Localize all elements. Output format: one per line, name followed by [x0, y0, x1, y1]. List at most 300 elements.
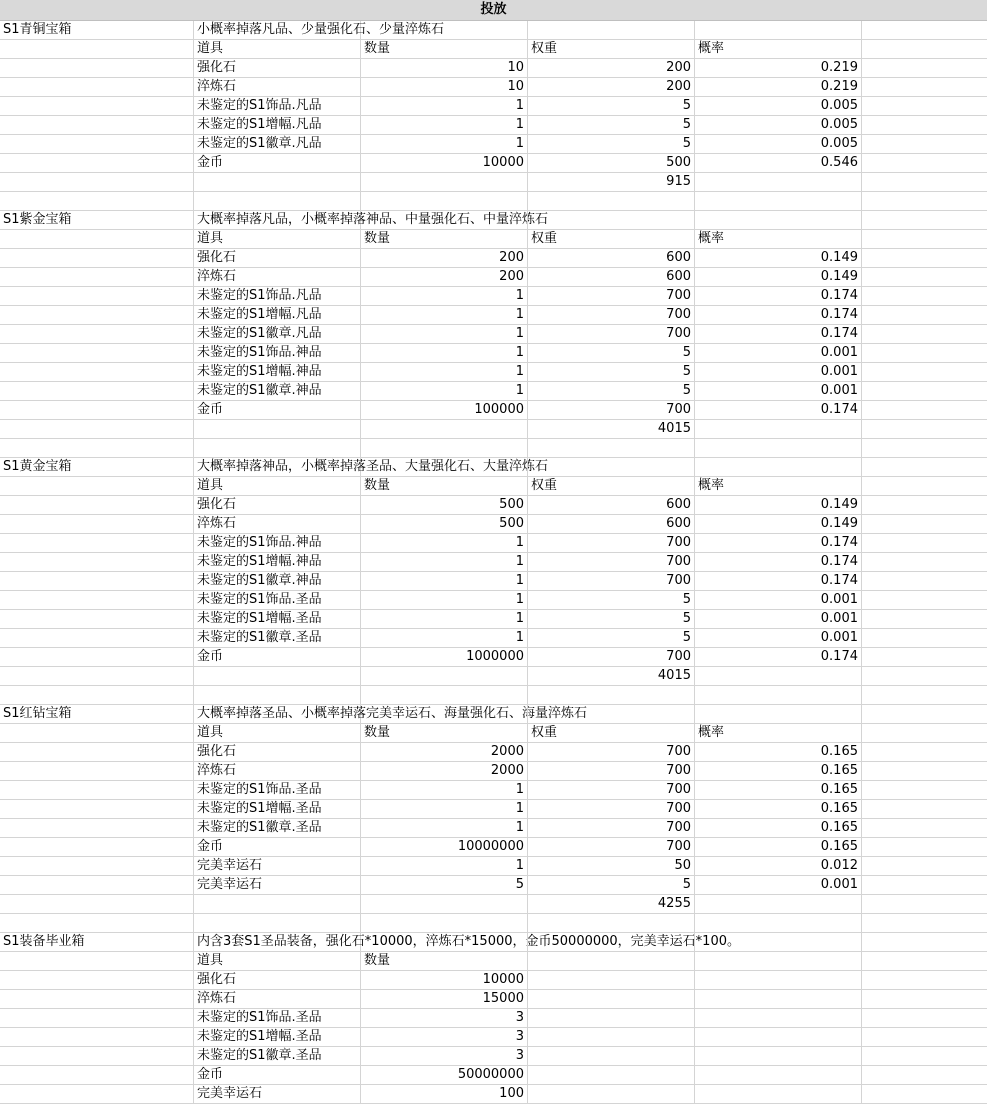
table-cell[interactable]: [0, 743, 194, 761]
table-cell[interactable]: [862, 800, 987, 818]
table-cell[interactable]: [695, 1047, 862, 1065]
box-name-cell[interactable]: S1装备毕业箱: [0, 933, 194, 951]
table-cell[interactable]: [0, 534, 194, 552]
table-cell[interactable]: [0, 1066, 194, 1084]
qty-cell[interactable]: 50000000: [361, 1066, 528, 1084]
table-cell[interactable]: [0, 135, 194, 153]
table-cell[interactable]: [0, 667, 194, 685]
table-cell[interactable]: [0, 249, 194, 267]
table-cell[interactable]: [862, 439, 987, 457]
prob-cell[interactable]: 0.005: [695, 116, 862, 134]
table-cell[interactable]: [361, 705, 528, 723]
table-cell[interactable]: [0, 78, 194, 96]
item-cell[interactable]: 未鉴定的S1徽章.圣品: [194, 1047, 361, 1065]
item-cell[interactable]: 未鉴定的S1徽章.凡品: [194, 325, 361, 343]
item-cell[interactable]: 未鉴定的S1增幅.圣品: [194, 800, 361, 818]
table-cell[interactable]: [862, 40, 987, 58]
header-prob-cell[interactable]: 概率: [695, 40, 862, 58]
table-cell[interactable]: [0, 420, 194, 438]
qty-cell[interactable]: 3: [361, 1047, 528, 1065]
table-cell[interactable]: [695, 439, 862, 457]
item-cell[interactable]: 未鉴定的S1徽章.神品: [194, 382, 361, 400]
prob-cell[interactable]: 0.174: [695, 325, 862, 343]
table-cell[interactable]: [0, 40, 194, 58]
qty-cell[interactable]: 1: [361, 344, 528, 362]
header-weight-cell[interactable]: 权重: [528, 40, 695, 58]
table-cell[interactable]: [0, 306, 194, 324]
table-cell[interactable]: [528, 21, 695, 39]
table-cell[interactable]: [695, 686, 862, 704]
item-cell[interactable]: 未鉴定的S1饰品.神品: [194, 534, 361, 552]
box-name-cell[interactable]: S1黄金宝箱: [0, 458, 194, 476]
table-cell[interactable]: [0, 192, 194, 210]
weight-cell[interactable]: 600: [528, 496, 695, 514]
table-cell[interactable]: [0, 230, 194, 248]
table-cell[interactable]: [862, 743, 987, 761]
qty-cell[interactable]: 1: [361, 382, 528, 400]
prob-cell[interactable]: 0.174: [695, 534, 862, 552]
qty-cell[interactable]: 500: [361, 496, 528, 514]
table-cell[interactable]: [0, 439, 194, 457]
table-cell[interactable]: [862, 971, 987, 989]
item-cell[interactable]: 淬炼石: [194, 515, 361, 533]
prob-cell[interactable]: 0.005: [695, 135, 862, 153]
table-cell[interactable]: [0, 1009, 194, 1027]
table-cell[interactable]: [862, 762, 987, 780]
weight-cell[interactable]: 700: [528, 800, 695, 818]
table-cell[interactable]: [0, 952, 194, 970]
qty-cell[interactable]: 3: [361, 1028, 528, 1046]
table-cell[interactable]: [695, 173, 862, 191]
table-cell[interactable]: [0, 401, 194, 419]
table-cell[interactable]: [528, 952, 695, 970]
header-prob-cell[interactable]: 概率: [695, 477, 862, 495]
item-cell[interactable]: 未鉴定的S1饰品.圣品: [194, 781, 361, 799]
table-cell[interactable]: [361, 686, 528, 704]
qty-cell[interactable]: 15000: [361, 990, 528, 1008]
table-cell[interactable]: [0, 287, 194, 305]
prob-cell[interactable]: 0.174: [695, 572, 862, 590]
table-cell[interactable]: [862, 933, 987, 951]
table-cell[interactable]: [862, 344, 987, 362]
sheet-title[interactable]: 投放: [0, 0, 987, 21]
prob-cell[interactable]: 0.165: [695, 800, 862, 818]
table-cell[interactable]: [862, 192, 987, 210]
table-cell[interactable]: [695, 1066, 862, 1084]
table-cell[interactable]: [528, 914, 695, 932]
prob-cell[interactable]: 0.001: [695, 344, 862, 362]
table-cell[interactable]: [528, 933, 695, 951]
table-cell[interactable]: [0, 173, 194, 191]
table-cell[interactable]: [862, 211, 987, 229]
header-qty-cell[interactable]: 数量: [361, 724, 528, 742]
weight-cell[interactable]: 5: [528, 344, 695, 362]
table-cell[interactable]: [0, 382, 194, 400]
weight-cell[interactable]: 700: [528, 781, 695, 799]
prob-cell[interactable]: 0.001: [695, 591, 862, 609]
table-cell[interactable]: [695, 1028, 862, 1046]
item-cell[interactable]: 未鉴定的S1饰品.凡品: [194, 287, 361, 305]
table-cell[interactable]: [0, 591, 194, 609]
prob-cell[interactable]: 0.001: [695, 382, 862, 400]
table-cell[interactable]: [528, 211, 695, 229]
table-cell[interactable]: [695, 21, 862, 39]
qty-cell[interactable]: 500: [361, 515, 528, 533]
prob-cell[interactable]: 0.149: [695, 268, 862, 286]
table-cell[interactable]: [862, 724, 987, 742]
table-cell[interactable]: [528, 1066, 695, 1084]
table-cell[interactable]: [0, 971, 194, 989]
table-cell[interactable]: [0, 781, 194, 799]
table-cell[interactable]: [862, 21, 987, 39]
qty-cell[interactable]: 5: [361, 876, 528, 894]
table-cell[interactable]: [695, 211, 862, 229]
table-cell[interactable]: [528, 971, 695, 989]
table-cell[interactable]: [862, 287, 987, 305]
table-cell[interactable]: [0, 686, 194, 704]
table-cell[interactable]: [528, 1085, 695, 1103]
table-cell[interactable]: [862, 116, 987, 134]
box-description-cell[interactable]: 大概率掉落神品，小概率掉落圣品、大量强化石、大量淬炼石: [194, 458, 361, 476]
item-cell[interactable]: 未鉴定的S1增幅.神品: [194, 553, 361, 571]
header-prob-cell[interactable]: 概率: [695, 724, 862, 742]
item-cell[interactable]: 金币: [194, 838, 361, 856]
table-cell[interactable]: [361, 914, 528, 932]
table-cell[interactable]: [0, 154, 194, 172]
weight-cell[interactable]: 700: [528, 762, 695, 780]
qty-cell[interactable]: 10000: [361, 154, 528, 172]
table-cell[interactable]: [528, 192, 695, 210]
table-cell[interactable]: [862, 876, 987, 894]
header-item-cell[interactable]: 道具: [194, 724, 361, 742]
header-qty-cell[interactable]: 数量: [361, 230, 528, 248]
item-cell[interactable]: 未鉴定的S1徽章.圣品: [194, 819, 361, 837]
qty-cell[interactable]: 1: [361, 800, 528, 818]
qty-cell[interactable]: 1: [361, 325, 528, 343]
item-cell[interactable]: 未鉴定的S1饰品.凡品: [194, 97, 361, 115]
table-cell[interactable]: [0, 496, 194, 514]
table-cell[interactable]: [862, 97, 987, 115]
item-cell[interactable]: 完美幸运石: [194, 1085, 361, 1103]
table-cell[interactable]: [0, 97, 194, 115]
table-cell[interactable]: [194, 914, 361, 932]
table-cell[interactable]: [194, 686, 361, 704]
prob-cell[interactable]: 0.149: [695, 496, 862, 514]
header-qty-cell[interactable]: 数量: [361, 40, 528, 58]
qty-cell[interactable]: 1: [361, 857, 528, 875]
table-cell[interactable]: [695, 971, 862, 989]
header-weight-cell[interactable]: 权重: [528, 724, 695, 742]
box-name-cell[interactable]: S1青铜宝箱: [0, 21, 194, 39]
prob-cell[interactable]: 0.149: [695, 249, 862, 267]
table-cell[interactable]: [862, 819, 987, 837]
weight-cell[interactable]: 5: [528, 97, 695, 115]
table-cell[interactable]: [361, 420, 528, 438]
table-cell[interactable]: [361, 895, 528, 913]
prob-cell[interactable]: 0.005: [695, 97, 862, 115]
table-cell[interactable]: [194, 173, 361, 191]
qty-cell[interactable]: 1: [361, 591, 528, 609]
qty-cell[interactable]: 1: [361, 97, 528, 115]
weight-cell[interactable]: 50: [528, 857, 695, 875]
table-cell[interactable]: [0, 1047, 194, 1065]
table-cell[interactable]: [862, 268, 987, 286]
box-name-cell[interactable]: S1红钻宝箱: [0, 705, 194, 723]
table-cell[interactable]: [0, 724, 194, 742]
box-description-cell[interactable]: 大概率掉落圣品、小概率掉落完美幸运石、海量强化石、海量淬炼石: [194, 705, 361, 723]
table-cell[interactable]: [528, 458, 695, 476]
table-cell[interactable]: [862, 895, 987, 913]
prob-cell[interactable]: 0.001: [695, 876, 862, 894]
table-cell[interactable]: [695, 990, 862, 1008]
weight-total-cell[interactable]: 4015: [528, 667, 695, 685]
qty-cell[interactable]: 2000: [361, 762, 528, 780]
prob-cell[interactable]: 0.174: [695, 401, 862, 419]
qty-cell[interactable]: 1: [361, 819, 528, 837]
item-cell[interactable]: 强化石: [194, 743, 361, 761]
prob-cell[interactable]: 0.165: [695, 819, 862, 837]
qty-cell[interactable]: 1: [361, 135, 528, 153]
weight-cell[interactable]: 700: [528, 306, 695, 324]
weight-cell[interactable]: 600: [528, 515, 695, 533]
table-cell[interactable]: [361, 192, 528, 210]
item-cell[interactable]: 未鉴定的S1徽章.凡品: [194, 135, 361, 153]
weight-cell[interactable]: 5: [528, 610, 695, 628]
weight-cell[interactable]: 200: [528, 78, 695, 96]
table-cell[interactable]: [0, 363, 194, 381]
item-cell[interactable]: 淬炼石: [194, 990, 361, 1008]
qty-cell[interactable]: 1: [361, 572, 528, 590]
weight-cell[interactable]: 700: [528, 401, 695, 419]
prob-cell[interactable]: 0.165: [695, 762, 862, 780]
weight-cell[interactable]: 700: [528, 325, 695, 343]
table-cell[interactable]: [862, 382, 987, 400]
weight-cell[interactable]: 700: [528, 743, 695, 761]
table-cell[interactable]: [194, 667, 361, 685]
table-cell[interactable]: [0, 914, 194, 932]
table-cell[interactable]: [862, 610, 987, 628]
table-cell[interactable]: [0, 838, 194, 856]
table-cell[interactable]: [695, 1085, 862, 1103]
table-cell[interactable]: [0, 477, 194, 495]
table-cell[interactable]: [695, 1009, 862, 1027]
table-cell[interactable]: [0, 344, 194, 362]
table-cell[interactable]: [0, 648, 194, 666]
item-cell[interactable]: 未鉴定的S1增幅.圣品: [194, 1028, 361, 1046]
table-cell[interactable]: [361, 21, 528, 39]
table-cell[interactable]: [862, 857, 987, 875]
qty-cell[interactable]: 1: [361, 363, 528, 381]
table-cell[interactable]: [862, 78, 987, 96]
qty-cell[interactable]: 3: [361, 1009, 528, 1027]
qty-cell[interactable]: 10: [361, 78, 528, 96]
table-cell[interactable]: [862, 515, 987, 533]
table-cell[interactable]: [695, 458, 862, 476]
table-cell[interactable]: [0, 857, 194, 875]
weight-cell[interactable]: 500: [528, 154, 695, 172]
table-cell[interactable]: [695, 667, 862, 685]
qty-cell[interactable]: 1: [361, 781, 528, 799]
table-cell[interactable]: [361, 667, 528, 685]
table-cell[interactable]: [862, 458, 987, 476]
table-cell[interactable]: [862, 572, 987, 590]
table-cell[interactable]: [0, 895, 194, 913]
table-cell[interactable]: [862, 1066, 987, 1084]
table-cell[interactable]: [695, 895, 862, 913]
qty-cell[interactable]: 100000: [361, 401, 528, 419]
qty-cell[interactable]: 1: [361, 534, 528, 552]
qty-cell[interactable]: 1: [361, 116, 528, 134]
weight-cell[interactable]: 700: [528, 838, 695, 856]
item-cell[interactable]: 完美幸运石: [194, 857, 361, 875]
prob-cell[interactable]: 0.001: [695, 610, 862, 628]
weight-cell[interactable]: 600: [528, 249, 695, 267]
prob-cell[interactable]: 0.149: [695, 515, 862, 533]
weight-cell[interactable]: 200: [528, 59, 695, 77]
table-cell[interactable]: [862, 705, 987, 723]
weight-cell[interactable]: 700: [528, 287, 695, 305]
table-cell[interactable]: [0, 268, 194, 286]
prob-cell[interactable]: 0.174: [695, 306, 862, 324]
table-cell[interactable]: [862, 173, 987, 191]
table-cell[interactable]: [862, 306, 987, 324]
qty-cell[interactable]: 10: [361, 59, 528, 77]
table-cell[interactable]: [528, 686, 695, 704]
table-cell[interactable]: [695, 192, 862, 210]
weight-total-cell[interactable]: 915: [528, 173, 695, 191]
table-cell[interactable]: [862, 1028, 987, 1046]
table-cell[interactable]: [0, 610, 194, 628]
weight-total-cell[interactable]: 4015: [528, 420, 695, 438]
item-cell[interactable]: 未鉴定的S1增幅.凡品: [194, 306, 361, 324]
header-item-cell[interactable]: 道具: [194, 477, 361, 495]
table-cell[interactable]: [695, 705, 862, 723]
table-cell[interactable]: [862, 420, 987, 438]
table-cell[interactable]: [862, 401, 987, 419]
item-cell[interactable]: 强化石: [194, 971, 361, 989]
box-description-cell[interactable]: 内含3套S1圣品装备，强化石*10000，淬炼石*15000，金币50000000，完美幸运石*100。: [194, 933, 361, 951]
header-item-cell[interactable]: 道具: [194, 40, 361, 58]
weight-cell[interactable]: 700: [528, 572, 695, 590]
header-item-cell[interactable]: 道具: [194, 230, 361, 248]
table-cell[interactable]: [862, 629, 987, 647]
table-cell[interactable]: [695, 952, 862, 970]
table-cell[interactable]: [0, 800, 194, 818]
qty-cell[interactable]: 200: [361, 249, 528, 267]
table-cell[interactable]: [0, 990, 194, 1008]
qty-cell[interactable]: 200: [361, 268, 528, 286]
weight-cell[interactable]: 5: [528, 876, 695, 894]
table-cell[interactable]: [862, 477, 987, 495]
header-item-cell[interactable]: 道具: [194, 952, 361, 970]
qty-cell[interactable]: 10000: [361, 971, 528, 989]
item-cell[interactable]: 淬炼石: [194, 78, 361, 96]
item-cell[interactable]: 强化石: [194, 496, 361, 514]
table-cell[interactable]: [0, 553, 194, 571]
table-cell[interactable]: [361, 458, 528, 476]
table-cell[interactable]: [0, 762, 194, 780]
item-cell[interactable]: 未鉴定的S1饰品.圣品: [194, 591, 361, 609]
qty-cell[interactable]: 1000000: [361, 648, 528, 666]
qty-cell[interactable]: 1: [361, 306, 528, 324]
item-cell[interactable]: 强化石: [194, 59, 361, 77]
table-cell[interactable]: [0, 515, 194, 533]
header-weight-cell[interactable]: 权重: [528, 477, 695, 495]
prob-cell[interactable]: 0.165: [695, 743, 862, 761]
table-cell[interactable]: [0, 572, 194, 590]
item-cell[interactable]: 未鉴定的S1增幅.圣品: [194, 610, 361, 628]
item-cell[interactable]: 未鉴定的S1徽章.圣品: [194, 629, 361, 647]
table-cell[interactable]: [862, 59, 987, 77]
table-cell[interactable]: [862, 325, 987, 343]
prob-cell[interactable]: 0.165: [695, 781, 862, 799]
table-cell[interactable]: [862, 648, 987, 666]
weight-cell[interactable]: 700: [528, 553, 695, 571]
table-cell[interactable]: [361, 933, 528, 951]
prob-cell[interactable]: 0.174: [695, 648, 862, 666]
table-cell[interactable]: [0, 819, 194, 837]
qty-cell[interactable]: 1: [361, 610, 528, 628]
table-cell[interactable]: [194, 420, 361, 438]
weight-cell[interactable]: 700: [528, 819, 695, 837]
table-cell[interactable]: [862, 914, 987, 932]
table-cell[interactable]: [0, 1028, 194, 1046]
table-cell[interactable]: [528, 990, 695, 1008]
table-cell[interactable]: [528, 1047, 695, 1065]
table-cell[interactable]: [862, 838, 987, 856]
table-cell[interactable]: [862, 135, 987, 153]
item-cell[interactable]: 淬炼石: [194, 762, 361, 780]
table-cell[interactable]: [862, 496, 987, 514]
item-cell[interactable]: 金币: [194, 401, 361, 419]
table-cell[interactable]: [862, 990, 987, 1008]
table-cell[interactable]: [862, 553, 987, 571]
weight-cell[interactable]: 5: [528, 629, 695, 647]
qty-cell[interactable]: 10000000: [361, 838, 528, 856]
weight-cell[interactable]: 700: [528, 534, 695, 552]
item-cell[interactable]: 未鉴定的S1饰品.圣品: [194, 1009, 361, 1027]
prob-cell[interactable]: 0.219: [695, 59, 862, 77]
table-cell[interactable]: [862, 686, 987, 704]
item-cell[interactable]: 金币: [194, 1066, 361, 1084]
table-cell[interactable]: [695, 420, 862, 438]
header-weight-cell[interactable]: 权重: [528, 230, 695, 248]
table-cell[interactable]: [528, 439, 695, 457]
table-cell[interactable]: [862, 363, 987, 381]
qty-cell[interactable]: 100: [361, 1085, 528, 1103]
item-cell[interactable]: 未鉴定的S1增幅.神品: [194, 363, 361, 381]
header-qty-cell[interactable]: 数量: [361, 952, 528, 970]
table-cell[interactable]: [862, 534, 987, 552]
weight-cell[interactable]: 5: [528, 116, 695, 134]
weight-cell[interactable]: 5: [528, 363, 695, 381]
table-cell[interactable]: [0, 876, 194, 894]
table-cell[interactable]: [862, 230, 987, 248]
qty-cell[interactable]: 2000: [361, 743, 528, 761]
qty-cell[interactable]: 1: [361, 553, 528, 571]
table-cell[interactable]: [0, 1085, 194, 1103]
item-cell[interactable]: 淬炼石: [194, 268, 361, 286]
item-cell[interactable]: 强化石: [194, 249, 361, 267]
item-cell[interactable]: 未鉴定的S1增幅.凡品: [194, 116, 361, 134]
item-cell[interactable]: 未鉴定的S1徽章.神品: [194, 572, 361, 590]
table-cell[interactable]: [862, 1047, 987, 1065]
table-cell[interactable]: [862, 781, 987, 799]
table-cell[interactable]: [0, 59, 194, 77]
table-cell[interactable]: [862, 154, 987, 172]
prob-cell[interactable]: 0.174: [695, 287, 862, 305]
prob-cell[interactable]: 0.012: [695, 857, 862, 875]
